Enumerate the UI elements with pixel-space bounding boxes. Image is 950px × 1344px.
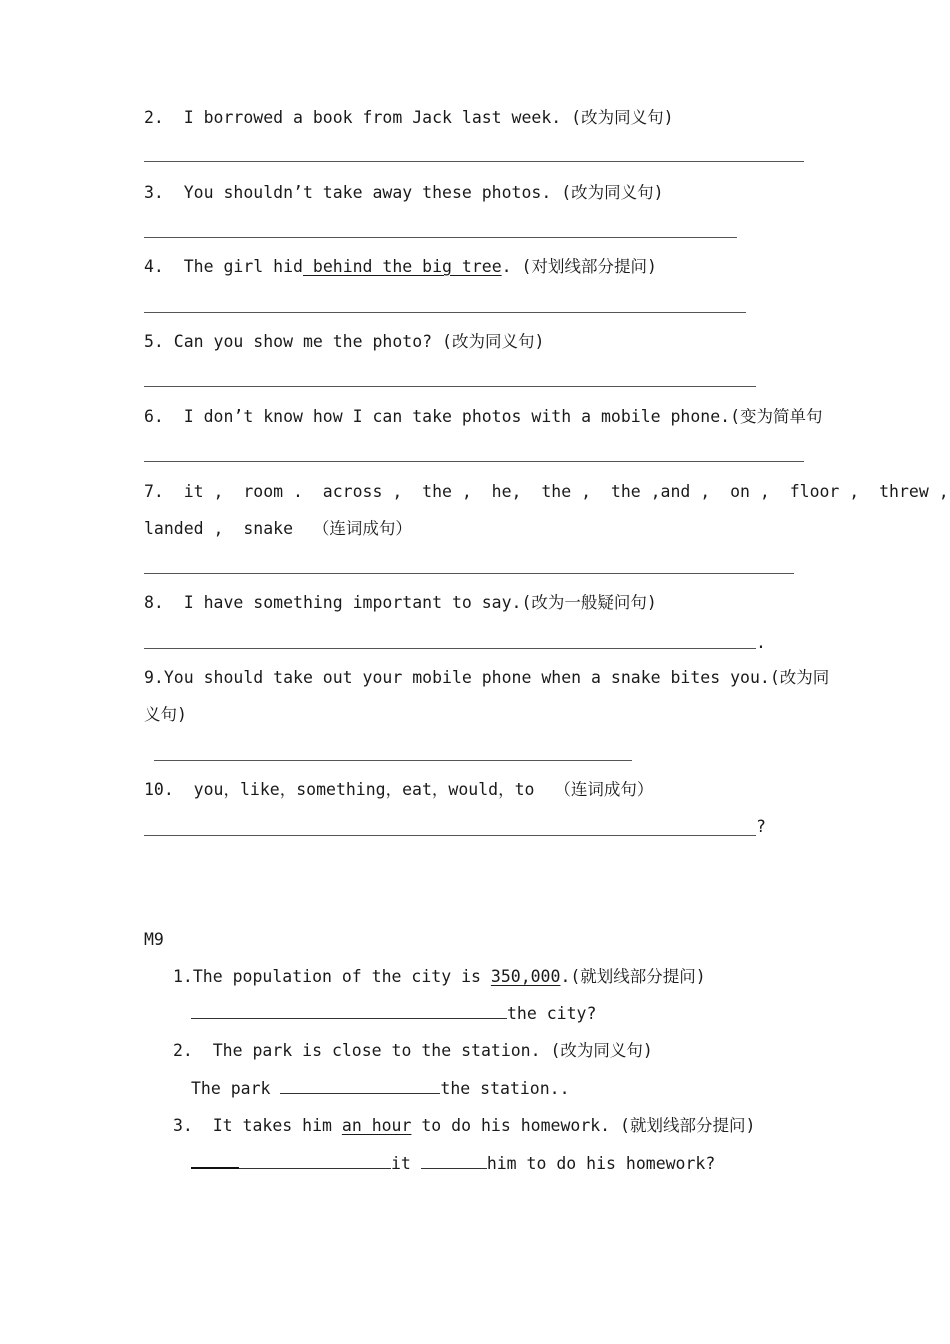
m9-answer-3-mid: it	[391, 1154, 421, 1173]
m9-answer-3-blank-1[interactable]	[191, 1153, 239, 1169]
question-9-line-1: 9.You should take out your mobile phone when a snake bites you.(改为同	[144, 668, 830, 687]
question-3: 3. You shouldn’t take away these photos. (改为同义句)	[144, 183, 664, 202]
answer-line-6[interactable]	[144, 461, 804, 462]
m9-question-1-text: 1.The population of the city is	[173, 967, 491, 986]
m9-question-1-underlined: 350,000	[490, 967, 561, 986]
m9-answer-1-blank[interactable]	[191, 1004, 507, 1019]
m9-question-1	[173, 967, 706, 987]
question-4	[144, 257, 657, 277]
m9-question-1-instruction: .(就划线部分提问)	[560, 967, 706, 986]
m9-question-3-text: 3. It takes him	[173, 1116, 342, 1135]
answer-line-10[interactable]	[144, 835, 756, 836]
answer-line-7[interactable]	[144, 573, 794, 574]
answer-line-9[interactable]	[154, 760, 632, 761]
m9-answer-3	[191, 1153, 715, 1174]
section-heading-m9: M9	[144, 930, 164, 949]
m9-answer-3-blank-3[interactable]	[421, 1154, 487, 1169]
question-6: 6. I don’t know how I can take photos with a mobile phone.(变为简单句	[144, 407, 823, 426]
question-5: 5. Can you show me the photo? (改为同义句)	[144, 332, 545, 351]
answer-line-8[interactable]	[144, 648, 756, 649]
m9-answer-1	[191, 1004, 596, 1024]
answer-line-4[interactable]	[144, 312, 746, 313]
question-8: 8. I have something important to say.(改为一般疑问句)	[144, 593, 657, 612]
m9-answer-3-blank-2[interactable]	[239, 1154, 391, 1169]
m9-question-2: 2. The park is close to the station. (改为同义句)	[173, 1041, 653, 1060]
question-2: 2. I borrowed a book from Jack last week. (改为同义句)	[144, 108, 674, 127]
m9-question-3-underlined: an hour	[341, 1116, 412, 1135]
answer-line-5[interactable]	[144, 386, 756, 387]
question-8-end-mark: .	[756, 633, 766, 652]
m9-question-3-instruction: to do his homework. (就划线部分提问)	[411, 1116, 756, 1135]
question-4-instruction: . (对划线部分提问)	[501, 257, 657, 276]
m9-answer-2-prefix: The park	[191, 1079, 281, 1098]
question-10-end-mark: ?	[756, 817, 766, 836]
m9-answer-2-blank[interactable]	[280, 1079, 440, 1094]
question-4-text: 4. The girl hid	[144, 257, 303, 276]
question-7-line-1: 7. it , room . across , the , he, the , the ,and , on , floor , threw ,	[144, 482, 949, 501]
m9-answer-2	[191, 1079, 570, 1099]
answer-line-3[interactable]	[144, 237, 737, 238]
question-7-line-2: landed , snake （连词成句）	[144, 519, 412, 538]
answer-line-2[interactable]	[144, 161, 804, 162]
m9-question-3	[173, 1116, 755, 1136]
m9-answer-1-suffix: the city?	[507, 1004, 597, 1023]
m9-answer-3-suffix: him to do his homework?	[486, 1154, 716, 1173]
question-10: 10. you，like，something，eat，would，to （连词成句）	[144, 780, 654, 799]
question-9-line-2: 义句)	[144, 705, 187, 724]
m9-answer-2-suffix: the station..	[440, 1079, 570, 1098]
question-4-underlined: behind the big tree	[302, 257, 502, 276]
